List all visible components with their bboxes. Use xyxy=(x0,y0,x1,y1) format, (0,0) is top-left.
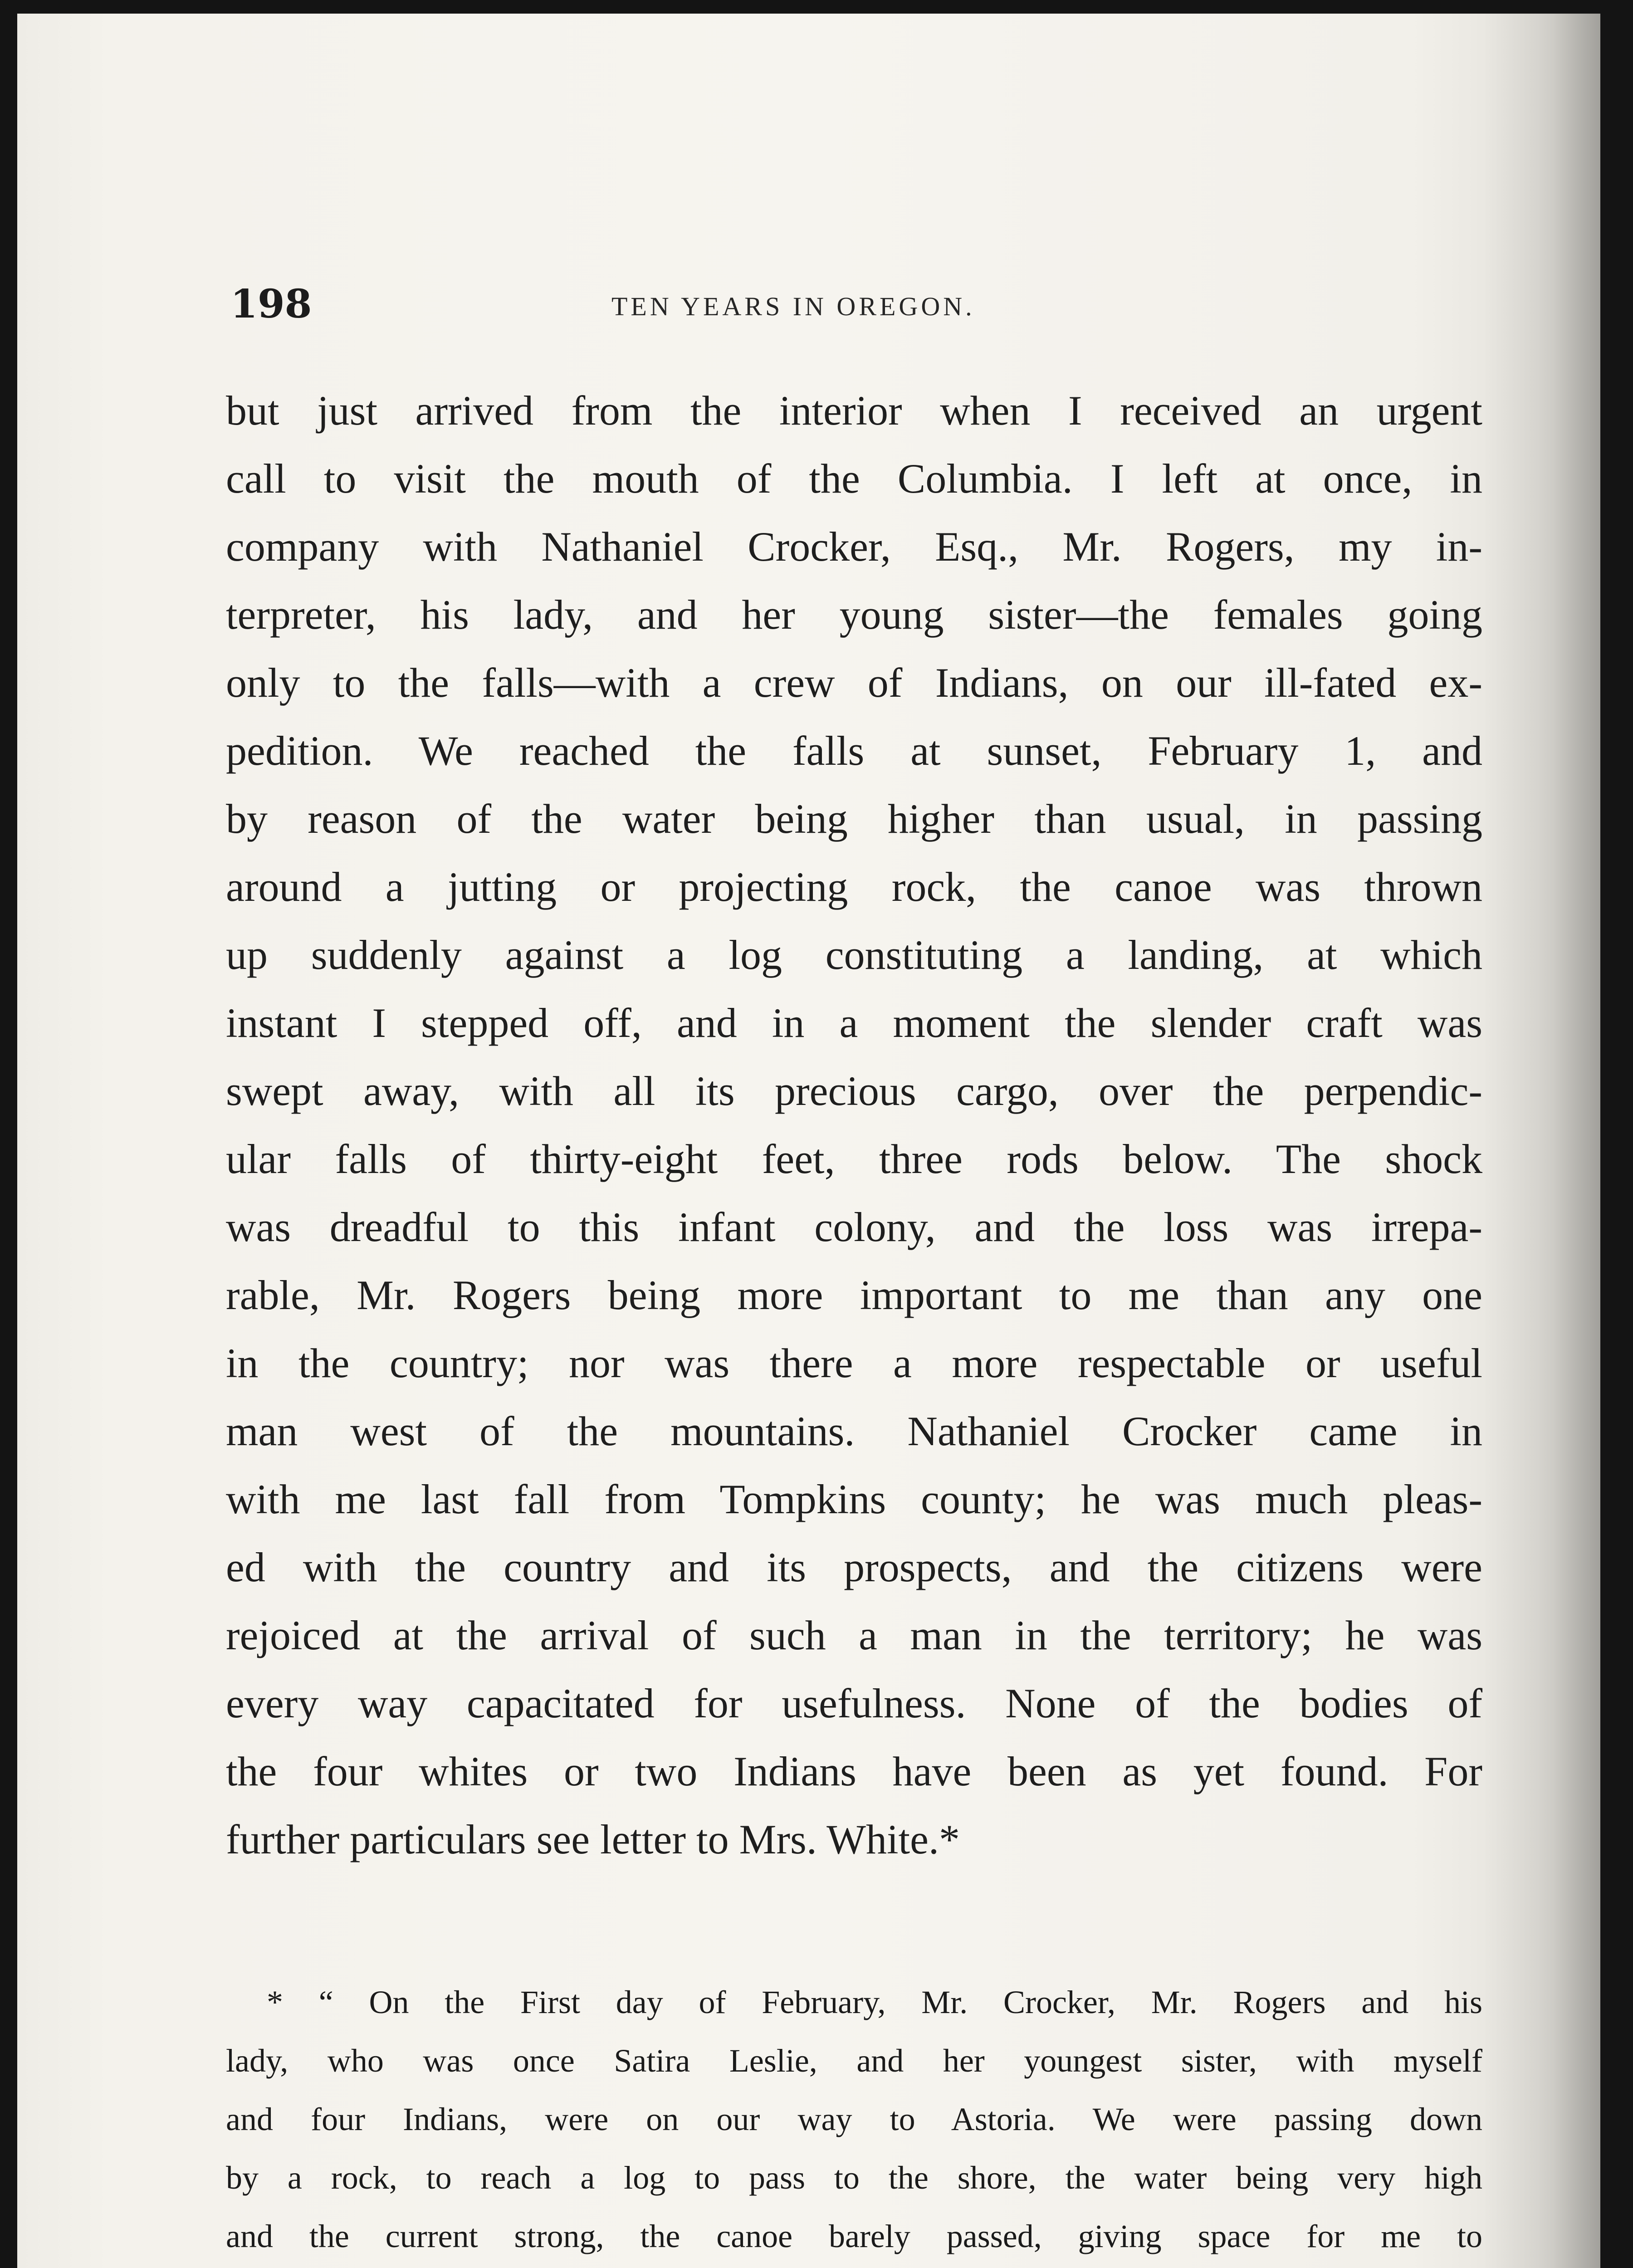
body-line: man west of the mountains. Nathaniel Crocker came in xyxy=(226,1408,1482,1454)
body-line: around a jutting or projecting rock, the canoe was thrown xyxy=(226,864,1482,910)
body-line: only to the falls—with a crew of Indians, on our ill-fated ex- xyxy=(226,660,1482,706)
page-number: 198 xyxy=(230,281,312,327)
body-line: up suddenly against a log constituting a landing, at which xyxy=(226,932,1482,978)
body-line: rejoiced at the arrival of such a man in the territory; he was xyxy=(226,1612,1482,1658)
running-title: TEN YEARS IN OREGON. xyxy=(611,292,975,321)
body-line: was dreadful to this infant colony, and the loss was irrepa- xyxy=(226,1204,1482,1250)
footnote-line: * “ On the First day of February, Mr. Crocker, Mr. Rogers and his xyxy=(267,1984,1482,2020)
body-line: pedition. We reached the falls at sunset, February 1, and xyxy=(226,728,1482,774)
gutter-shadow xyxy=(1482,14,1600,2268)
body-line: further particulars see letter to Mrs. White.* xyxy=(226,1816,960,1862)
footnote-line: and four Indians, were on our way to Astoria. We were passing down xyxy=(226,2101,1482,2137)
body-line: in the country; nor was there a more respectable or useful xyxy=(226,1340,1482,1386)
body-line: company with Nathaniel Crocker, Esq., Mr. Rogers, my in- xyxy=(226,523,1482,570)
footnote-line: lady, who was once Satira Leslie, and her youngest sister, with myself xyxy=(226,2043,1482,2079)
body-line: with me last fall from Tompkins county; he was much pleas- xyxy=(226,1476,1482,1522)
body-line: call to visit the mouth of the Columbia. I left at once, in xyxy=(226,455,1482,502)
body-line: by reason of the water being higher than usual, in passing xyxy=(226,796,1482,842)
body-line: ed with the country and its prospects, and the citizens were xyxy=(226,1544,1482,1590)
body-line: ular falls of thirty-eight feet, three rods below. The shock xyxy=(226,1136,1482,1182)
body-line: but just arrived from the interior when I received an urgent xyxy=(226,387,1482,434)
footnote xyxy=(226,1973,1482,2268)
page-header xyxy=(208,281,1478,336)
footnote-line xyxy=(226,2266,1482,2268)
footnote-line: by a rock, to reach a log to pass to the shore, the water being very high xyxy=(226,2160,1482,2196)
body-line: terpreter, his lady, and her young sister—the females going xyxy=(226,591,1482,638)
body-text xyxy=(226,376,1482,1873)
body-line: rable, Mr. Rogers being more important to me than any one xyxy=(226,1272,1482,1318)
body-line: every way capacitated for usefulness. None of the bodies of xyxy=(226,1680,1482,1726)
body-line: swept away, with all its precious cargo, over the perpendic- xyxy=(226,1068,1482,1114)
body-line: the four whites or two Indians have been as yet found. For xyxy=(226,1748,1482,1794)
footnote-line: and the current strong, the canoe barely passed, giving space for me to xyxy=(226,2218,1482,2254)
book-page xyxy=(17,14,1600,2268)
body-line: instant I stepped off, and in a moment the slender craft was xyxy=(226,1000,1482,1046)
